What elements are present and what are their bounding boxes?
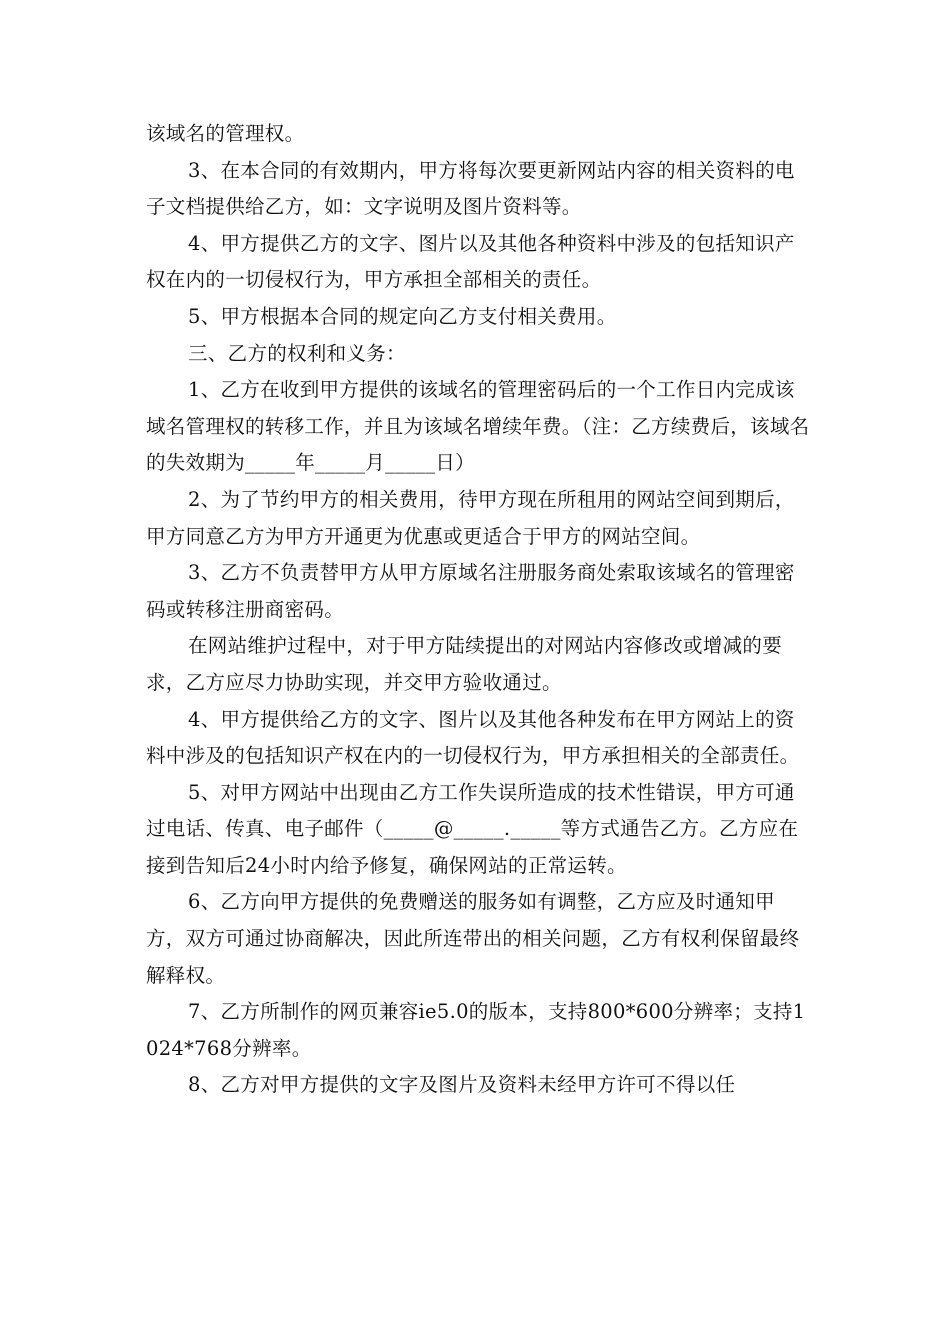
paragraph-12: 7、乙方所制作的网页兼容ie5.0的版本，支持800*600分辨率；支持1024*768分辨率。 <box>146 1000 806 1060</box>
paragraph-2: 3、在本合同的有效期内，甲方将每次要更新网站内容的相关资料的电子文档提供给乙方，如：文字说明及图片资料等。 <box>146 158 795 219</box>
paragraph-1: 该域名的管理权。 <box>146 122 305 145</box>
paragraph-4: 5、甲方根据本合同的规定向乙方支付相关费用。 <box>188 304 617 328</box>
paragraph-9: 4、甲方提供给乙方的文字、图片以及其他各种发布在甲方网站上的资料中涉及的包括知识产权在内的一切侵权行为，甲方承担相关的全部责任。 <box>146 707 800 768</box>
paragraph-11: 6、乙方向甲方提供的免费赠送的服务如有调整，乙方应及时通知甲方，双方可通过协商解决，因此所连带出的相关问题，乙方有权利保留最终解释权。 <box>146 890 800 987</box>
section-heading-3: 三、乙方的权利和义务： <box>188 341 406 365</box>
paragraph-5: 1、乙方在收到甲方提供的该域名的管理密码后的一个工作日内完成该域名管理权的转移工作，并且为该域名增续年费。（注：乙方续费后，该域名的失效期为_____年_____月_____日） <box>146 378 810 475</box>
paragraph-3: 4、甲方提供乙方的文字、图片以及其他各种资料中涉及的包括知识产权在内的一切侵权行为，甲方承担全部相关的责任。 <box>146 231 795 292</box>
paragraph-6: 2、为了节约甲方的相关费用，待甲方现在所租用的网站空间到期后，甲方同意乙方为甲方开通更为优惠或更适合于甲方的网站空间。 <box>146 487 795 548</box>
document-body <box>146 116 812 1104</box>
paragraph-10: 5、对甲方网站中出现由乙方工作失误所造成的技术性错误，甲方可通过电话、传真、电子邮件（_____@_____._____等方式通告乙方。乙方应在接到告知后24小时内给予修复，确保网站的正常运转。 <box>146 780 799 877</box>
paragraph-13: 8、乙方对甲方提供的文字及图片及资料未经甲方许可不得以任 <box>188 1073 736 1097</box>
paragraph-7: 3、乙方不负责替甲方从甲方原域名注册服务商处索取该域名的管理密码或转移注册商密码。 <box>146 561 795 621</box>
paragraph-8: 在网站维护过程中，对于甲方陆续提出的对网站内容修改或增减的要求，乙方应尽力协助实现，并交甲方验收通过。 <box>146 634 783 694</box>
